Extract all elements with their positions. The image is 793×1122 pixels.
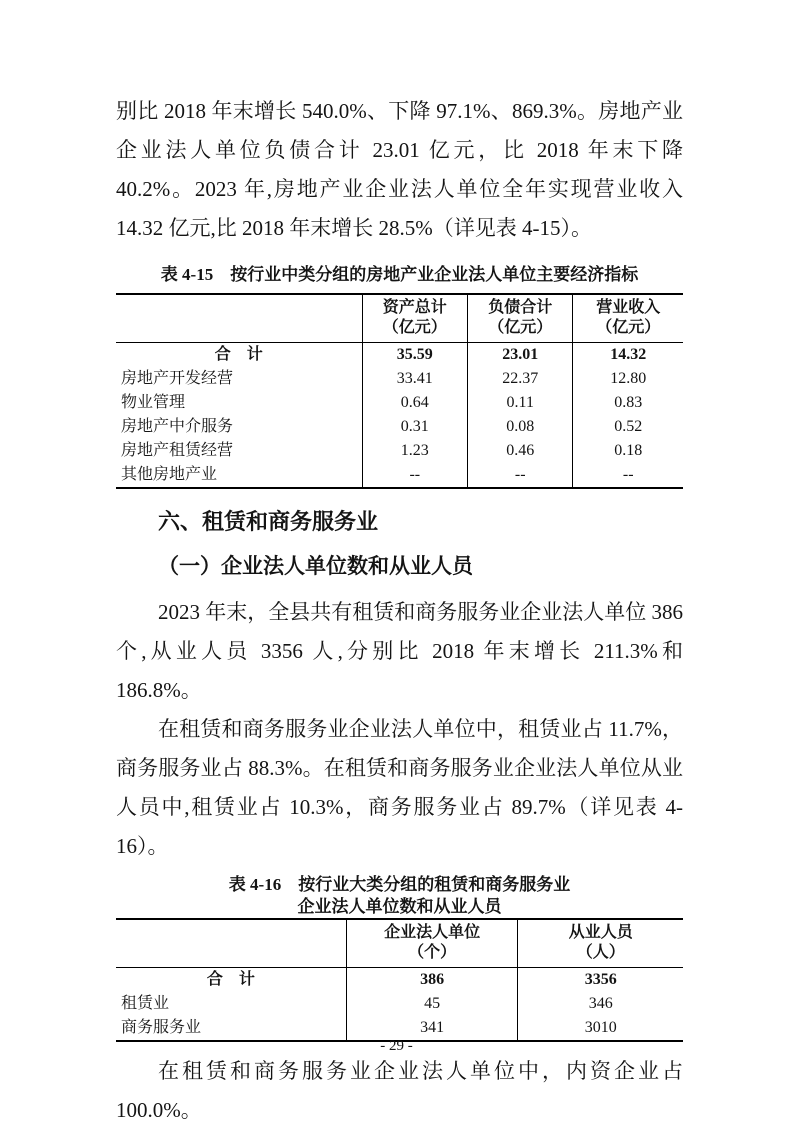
table-4-15-col-assets [362,294,467,343]
row-label: 商务服务业 [121,1019,202,1036]
row-label: 房地产开发经营 [121,370,234,387]
paragraph-real-estate-summary: 别比 2018 年末增长 540.0%、下降 97.1%、869.3%。房地产业企业法人单位负债合计 23.01 亿元，比 2018 年末下降 40.2%。2023 年,房地产业企业法人单位全年实现营业收入 14.32 亿元,比 2018 年末增长 28.5%（详见表 4-15）。 [116,99,683,240]
cell-legal-units: 386 [346,968,518,993]
cell-liabilities: 22.37 [468,367,573,391]
cell-revenue: 14.32 [573,343,683,368]
table-4-16-col-legal-units [346,919,518,968]
table-row [116,992,683,1016]
paragraph-leasing-composition: 在租赁和商务服务业企业法人单位中，租赁业占 11.7%，商务服务业占 88.3%。在租赁和商务服务业企业法人单位从业人员中,租赁业占 10.3%，商务服务业占 89.7%（详见表 4-16）。 [116,717,683,858]
cell-employees: 346 [518,992,683,1016]
column-name: 从业人员 [568,924,633,941]
cell-liabilities: -- [468,463,573,488]
cell-legal-units: 341 [346,1016,518,1041]
row-label: 租赁业 [121,995,170,1012]
table-row [116,367,683,391]
row-label: 合 计 [214,346,263,363]
cell-revenue: 0.52 [573,415,683,439]
column-name: 营业收入 [596,299,661,316]
table-4-15-header-row [116,294,683,343]
table-4-16-title-line1: 表 4-16 按行业大类分组的租赁和商务服务业 [228,875,571,894]
cell-assets: 33.41 [362,367,467,391]
column-unit: （亿元） [596,319,661,336]
column-unit: （个） [408,944,457,961]
table-row-total [116,968,683,993]
column-unit: （亿元） [382,319,447,336]
cell-legal-units: 45 [346,992,518,1016]
column-name: 资产总计 [382,299,447,316]
table-row [116,391,683,415]
column-unit: （亿元） [488,319,553,336]
page-number: - 29 - [380,1038,413,1054]
cell-liabilities: 0.11 [468,391,573,415]
table-4-15 [116,293,683,489]
cell-liabilities: 0.08 [468,415,573,439]
row-label: 房地产中介服务 [121,418,234,435]
table-4-16-col-employees [518,919,683,968]
column-name: 负债合计 [488,299,553,316]
table-4-15-col-liabilities [468,294,573,343]
cell-revenue: 0.18 [573,439,683,463]
cell-revenue: -- [573,463,683,488]
section-heading-leasing-business-services: 六、租赁和商务服务业 [158,509,379,534]
table-4-16-title-line2: 企业法人单位数和从业人员 [297,897,502,916]
cell-revenue: 12.80 [573,367,683,391]
cell-employees: 3356 [518,968,683,993]
table-row-total [116,343,683,368]
paragraph-domestic-enterprises: 在租赁和商务服务业企业法人单位中，内资企业占 100.0%。 [116,1059,683,1122]
table-4-15-title: 表 4-15 按行业中类分组的房地产业企业法人单位主要经济指标 [160,265,639,284]
cell-liabilities: 0.46 [468,439,573,463]
paragraph-leasing-overview: 2023 年末，全县共有租赁和商务服务业企业法人单位 386 个,从业人员 3356 人,分别比 2018 年末增长 211.3%和 186.8%。 [116,600,683,702]
subsection-heading-legal-entities-employees: （一）企业法人单位数和从业人员 [158,554,473,578]
cell-assets: 35.59 [362,343,467,368]
table-row [116,463,683,488]
row-label: 其他房地产业 [121,466,218,483]
table-4-16-header-row [116,919,683,968]
cell-liabilities: 23.01 [468,343,573,368]
column-name: 企业法人单位 [384,924,481,941]
column-unit: （人） [576,944,625,961]
table-row [116,439,683,463]
row-label: 合 计 [206,971,255,988]
row-label: 物业管理 [121,394,186,411]
table-4-16-stub-header [116,919,346,968]
cell-assets: -- [362,463,467,488]
row-label: 房地产租赁经营 [121,442,234,459]
cell-assets: 0.31 [362,415,467,439]
table-row [116,415,683,439]
cell-revenue: 0.83 [573,391,683,415]
table-4-16 [116,918,683,1042]
cell-assets: 1.23 [362,439,467,463]
cell-employees: 3010 [518,1016,683,1041]
cell-assets: 0.64 [362,391,467,415]
table-4-16-title [116,874,683,918]
table-4-15-col-revenue [573,294,683,343]
table-4-15-stub-header [116,294,362,343]
